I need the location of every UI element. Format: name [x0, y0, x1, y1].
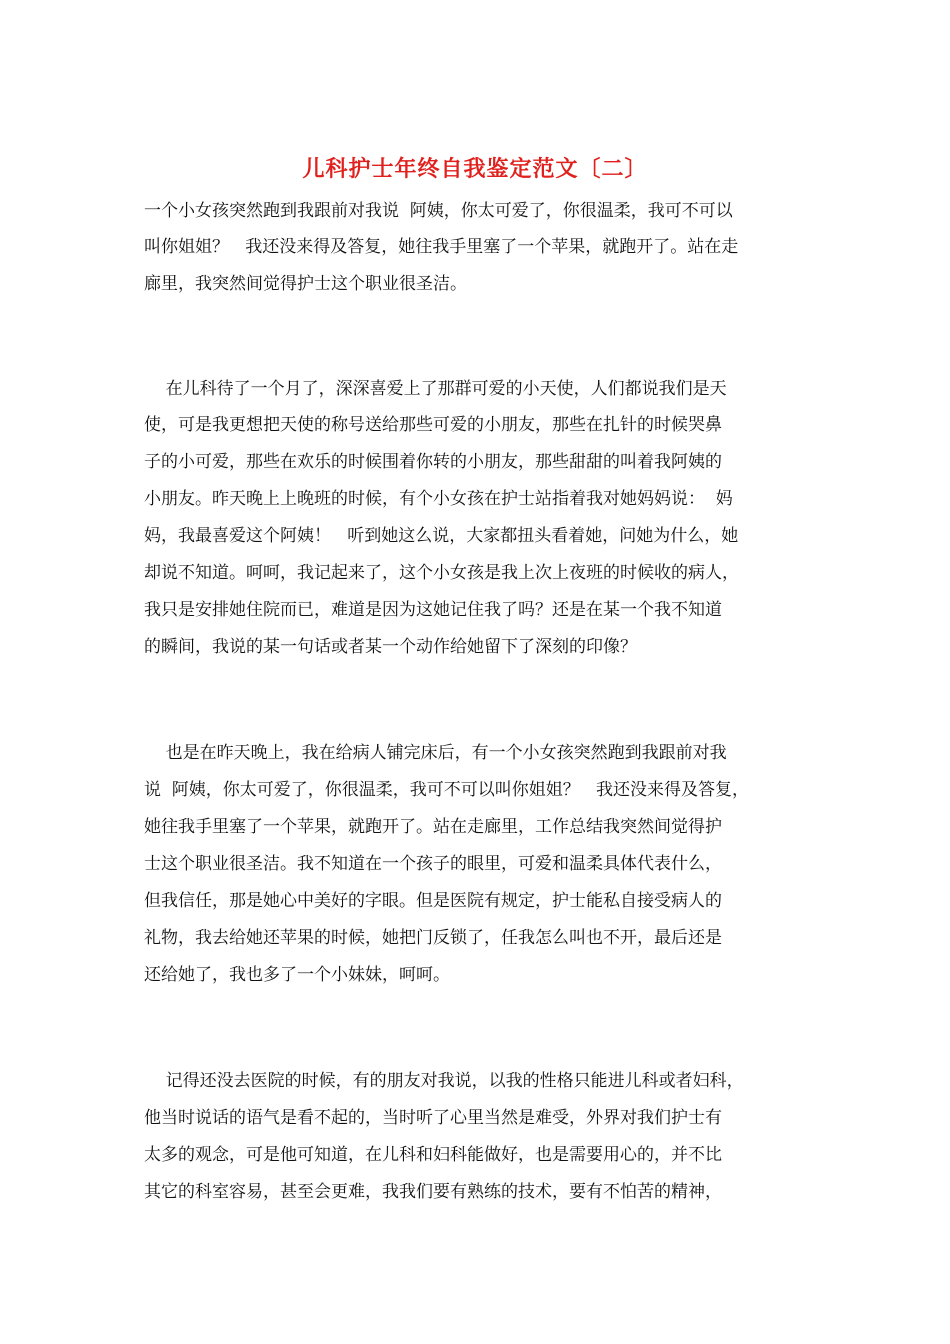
text-line: 也是在昨天晚上，我在给病人铺完床后，有一个小女孩突然跑到我跟前对我	[144, 743, 727, 763]
text-line: 叫你姐姐？ 我还没来得及答复，她往我手里塞了一个苹果，就跑开了。站在走	[144, 237, 739, 257]
text-line: 还给她了，我也多了一个小妹妹，呵呵。	[144, 965, 450, 985]
text-line: 但我信任，那是她心中美好的字眼。但是医院有规定，护士能私自接受病人的	[144, 891, 722, 911]
text-line: 说 阿姨，你太可爱了，你很温柔，我可不可以叫你姐姐？ 我还没来得及答复，	[144, 780, 750, 800]
text-line: 廊里，我突然间觉得护士这个职业很圣洁。	[144, 274, 467, 294]
document-title: 儿科护士年终自我鉴定范文〔二〕	[302, 156, 648, 182]
text-line: 太多的观念，可是他可知道，在儿科和妇科能做好，也是需要用心的，并不比	[144, 1145, 722, 1165]
text-line: 在儿科待了一个月了，深深喜爱上了那群可爱的小天使，人们都说我们是天	[144, 379, 727, 399]
text-line: 士这个职业很圣洁。我不知道在一个孩子的眼里，可爱和温柔具体代表什么，	[144, 854, 722, 874]
text-line: 我只是安排她住院而已，难道是因为这她记住我了吗？还是在某一个我不知道	[144, 600, 722, 620]
text-line: 他当时说话的语气是看不起的，当时听了心里当然是难受，外界对我们护士有	[144, 1108, 722, 1128]
text-line: 小朋友。昨天晚上上晚班的时候，有个小女孩在护士站指着我对她妈妈说： 妈	[144, 489, 733, 509]
text-line: 其它的科室容易，甚至会更难，我我们要有熟练的技术，要有不怕苦的精神，	[144, 1182, 722, 1202]
text-line: 礼物，我去给她还苹果的时候，她把门反锁了，任我怎么叫也不开，最后还是	[144, 928, 722, 948]
text-line: 子的小可爱，那些在欢乐的时候围着你转的小朋友，那些甜甜的叫着我阿姨的	[144, 452, 722, 472]
text-line: 一个小女孩突然跑到我跟前对我说 阿姨，你太可爱了，你很温柔，我可不可以	[144, 201, 733, 221]
text-line: 妈，我最喜爱这个阿姨！ 听到她这么说，大家都扭头看着她，问她为什么，她	[144, 526, 739, 546]
text-line: 记得还没去医院的时候，有的朋友对我说，以我的性格只能进儿科或者妇科，	[144, 1071, 744, 1091]
text-line: 的瞬间，我说的某一句话或者某一个动作给她留下了深刻的印像？	[144, 637, 637, 657]
text-line: 使，可是我更想把天使的称号送给那些可爱的小朋友，那些在扎针的时候哭鼻	[144, 415, 722, 435]
text-line: 却说不知道。呵呵，我记起来了，这个小女孩是我上次上夜班的时候收的病人，	[144, 563, 739, 583]
text-line: 她往我手里塞了一个苹果，就跑开了。站在走廊里，工作总结我突然间觉得护	[144, 817, 722, 837]
